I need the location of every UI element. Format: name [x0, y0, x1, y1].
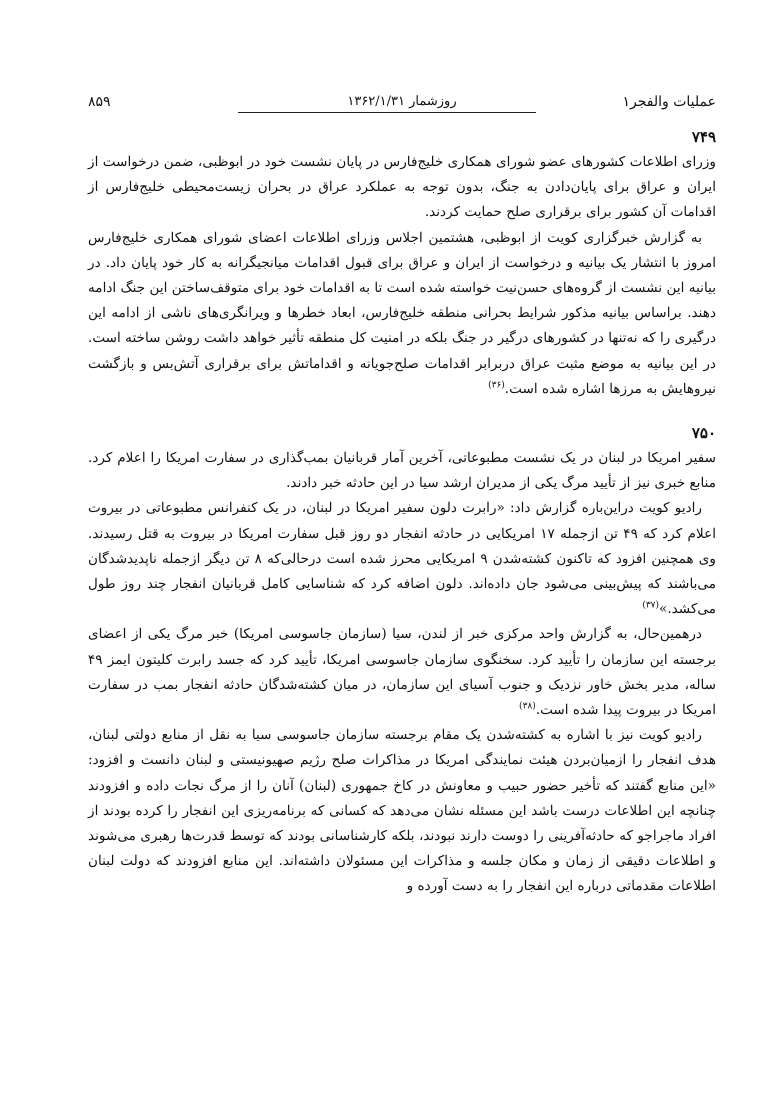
diary-date: روزشمار ۱۳۶۲/۱/۳۱ [347, 94, 457, 109]
paragraph: وزرای اطلاعات کشورهای عضو شورای همکاری خلیج‌فارس در پایان نشست خود در ابوظبی، ضمن درخواست از ایران و عراق برای پایان‌دادن به جنگ، بدون توجه به عملکرد عراق در بحران زیست‌محیطی خلیج‌فارس از اقدامات آن کشور برای برقراری صلح حمایت کردند. [88, 154, 716, 221]
running-title: عملیات والفجر۱ [622, 94, 716, 110]
entry-number: ۷۴۹ [691, 128, 716, 146]
paragraph: رادیو کویت نیز با اشاره به کشته‌شدن یک مقام برجسته سازمان جاسوسی سیا به نقل از منابع دولتی لبنان، هدف انفجار را ازمیان‌بردن هیئت نمایندگی امریکا در مذاکرات صلح رژیم صهیونیستی و لبنان دانست و افزود: «این منابع گفتند که تأخیر حضور حبیب و معاونش در کاخ جمهوری (لبنان) آنان را از مرگ نجات داده و افزودند چنانچه این اطلاعات درست باشد این مسئله نشان می‌دهد که کسانی که برنامه‌ریزی این انفجار را کرده بودند از افراد ماجراجو که حادثه‌آفرینی را دوست دارند نبودند، بلکه کارشناسانی بودند که توسط قدرت‌ها رهبری می‌شوند و اطلاعات دقیقی از زمان و مکان جلسه و مذاکرات این مسئولان داشته‌اند. این منابع افزودند که دولت لبنان اطلاعات مقدماتی درباره این انفجار را به دست آورده و [88, 727, 716, 895]
paragraph: رادیو کویت دراین‌باره گزارش داد: «رابرت دلون سفیر امریکا در لبنان، در یک کنفرانس مطبوعاتی در بیروت اعلام کرد که ۴۹ تن ازجمله ۱۷ امریکایی در حادثه انفجار دو روز قبل سفارت امریکا در بیروت به قتل رسیدند. وی همچنین افزود که تاکنون کشته‌شدن ۹ امریکایی محرز شده است درحالی‌که ۸ تن دیگر ازجمله ناپدیدشدگان می‌باشند که پیش‌بینی می‌شود جان داده‌اند. دلون اضافه کرد که شناسایی کامل قربانیان انفجار چند روز طول می‌کشد.»$^{(۳۷)}$ [88, 500, 716, 618]
footnote-ref: (۳۸) [519, 701, 536, 712]
footnote-ref: (۳۶) [488, 380, 505, 391]
entry-number: ۷۵۰ [691, 424, 716, 443]
paragraph: سفیر امریکا در لبنان در یک نشست مطبوعاتی، آخرین آمار قربانیان بمب‌گذاری در سفارت امریکا را اعلام کرد. منابع خبری نیز از تأیید مرگ یکی از مدیران ارشد سیا در این حادثه خبر دادند. [88, 450, 716, 492]
page-number: ۸۵۹ [88, 94, 111, 110]
footnote-ref: (۳۷) [642, 600, 660, 611]
header-rule [238, 112, 536, 113]
page-body [88, 128, 716, 900]
paragraph: به گزارش خبرگزاری کویت از ابوظبی، هشتمین اجلاس وزرای اطلاعات اعضای شورای همکاری خلیج‌فارس امروز با انتشار یک بیانیه و درخواست از ایران و عراق برای قبول اقدامات میانجیگرانه به کار خود پایان داد. در بیانیه این نشست از گروه‌های حسن‌نیت خواسته شده است تا به اقدامات خود برای متوقف‌ساختن این جنگ ادامه دهند. براساس بیانیه مذکور شرایط بحرانی منطقه خلیج‌فارس، ابعاد خطرها و ویرانگری‌های ناشی از ادامه این درگیری را که نه‌تنها در کشورهای درگیر در جنگ بلکه در امنیت کل منطقه تأثیر خواهد داشت روشن ساخته است. در این بیانیه به موضع مثبت عراق دربرابر اقدامات صلح‌جویانه و اقداماتش برای برقراری آتش‌بس و بازگشت نیروهایش به مرزها اشاره شده است.$^{(۳۶)}$ [88, 229, 716, 397]
paragraph: درهمین‌حال، به گزارش واحد مرکزی خبر از لندن، سیا (سازمان جاسوسی امریکا) خبر مرگ یکی از اعضای برجسته این سازمان را تأیید کرد. سخنگوی سازمان جاسوسی امریکا، تأیید کرد که جسد رابرت کلیتون ایمز ۴۹ ساله، مدیر بخش خاور نزدیک و جنوب آسیای این سازمان، در میان کشته‌شدگان حادثه انفجار بمب در سفارت امریکا در بیروت پیدا شده است.$^{(۳۸)}$ [88, 626, 716, 719]
page-header [88, 94, 716, 118]
